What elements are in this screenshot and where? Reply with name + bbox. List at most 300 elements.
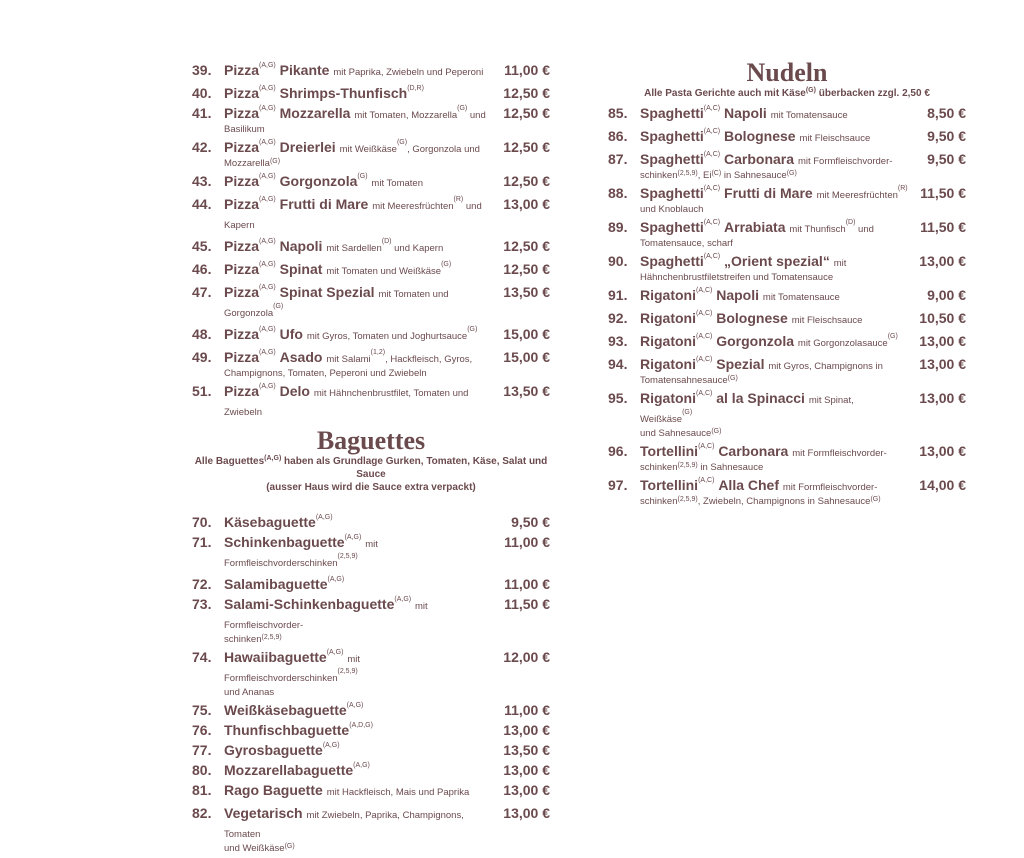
item-body [224,514,492,530]
item-description-2-allergens: (G) [284,843,295,850]
item-variant: Shrimps-Thunfisch [279,85,408,101]
item-number: 85. [608,105,628,121]
item-variant: Bolognese [724,128,796,144]
item-description-cont: und [467,110,486,121]
item-description-2: schinken [640,170,678,181]
menu-item [192,85,550,101]
item-name: Pizza [224,349,260,365]
item-body [640,390,908,439]
item-number: 48. [192,326,212,342]
item-number: 97. [608,477,628,493]
item-number: 81. [192,782,212,798]
menu-item [192,139,550,169]
item-price: 10,50 € [919,310,966,326]
item-name: Mozzarellabaguette [224,762,354,778]
menu-item [608,151,966,181]
menu-item [192,62,550,81]
item-number: 46. [192,261,212,277]
item-description: mit Meeresfrüchten [816,190,898,201]
item-description-2-allergens: (2,5,9) [261,634,282,641]
item-allergens: (A,G) [259,85,276,92]
item-body [640,253,908,283]
item-price: 9,50 € [927,128,966,144]
item-price: 12,00 € [503,649,550,665]
item-name: Vegetarisch [224,805,303,821]
item-number: 72. [192,576,212,592]
item-allergens: (A,G) [327,576,345,583]
item-body [224,173,492,192]
menu-item [192,762,550,778]
item-price: 13,50 € [503,742,550,758]
item-price: 13,00 € [503,722,550,738]
item-variant: Spezial [716,356,765,372]
item-description: mit Hähnchenbrustfilet, Tomaten und Zwiebeln [224,388,469,418]
item-name: Hawaiibaguette [224,649,327,665]
item-allergens: (A,C) [703,185,721,192]
item-description: mit Formfleischvorderschinken [224,654,360,684]
item-allergens: (A,C) [703,151,721,158]
item-body [640,105,908,124]
menu-item [608,219,966,249]
item-name: Schinkenbaguette [224,534,345,550]
item-variant: Spinat [279,261,323,277]
item-variant: Delo [279,383,310,399]
item-description-2-allergens: (2,5,9) [677,462,698,469]
item-description-2: schinken [640,462,678,473]
pizza-list [192,62,550,421]
item-number: 76. [192,722,212,738]
item-allergens: (A,C) [696,390,713,397]
item-name: Tortellini [640,443,699,459]
item-body [224,534,492,572]
item-description-2: und Ananas [224,687,275,698]
item-number: 44. [192,196,212,212]
item-price: 9,00 € [927,287,966,303]
item-name: Spaghetti [640,219,704,235]
item-price: 13,00 € [919,356,966,372]
item-price: 13,00 € [503,782,550,798]
item-description-2-cont-b: in Sahnesauce [721,170,787,181]
item-description-2-allergens: (2,5,9) [677,170,698,177]
menu-item [192,326,550,345]
item-description-allergens: (D) [381,238,392,245]
item-variant: Frutti di Mare [279,196,369,212]
item-description-2: und Sahnesauce [640,428,712,439]
item-price: 11,00 € [504,534,550,550]
item-body [640,443,908,473]
menu-item [608,185,966,215]
item-name: Rigatoni [640,356,696,372]
item-number: 47. [192,284,212,300]
item-body [640,219,908,249]
item-name: Spaghetti [640,128,704,144]
item-body [640,185,908,215]
item-body [640,333,908,352]
item-description-allergens: (G) [441,261,452,268]
menu-item [608,356,966,386]
item-description: mit Tomatensauce [762,292,840,303]
item-body [224,62,492,81]
item-description-2: schinken [224,634,262,645]
item-name: Pizza [224,85,260,101]
menu-item [608,390,966,439]
menu-item [192,105,550,135]
item-price: 15,00 € [503,326,550,342]
item-number: 41. [192,105,212,121]
item-number: 40. [192,85,212,101]
item-allergens: (A,G) [259,326,276,333]
menu-item [192,596,550,645]
item-description: mit Formfleischvorder- [792,448,887,459]
item-description-allergens: (G) [273,303,284,310]
item-body [224,196,492,234]
item-body [224,349,492,379]
item-description-2: Champignons, Tomaten, Peperoni und Zwiebeln [224,368,427,379]
item-description: mit Salami [326,354,371,365]
item-allergens: (A,C) [703,253,721,260]
item-description: mit Formfleischvorder- [224,601,428,631]
item-description: mit Weißkäse [339,144,397,155]
item-name: Rigatoni [640,333,696,349]
item-price: 13,50 € [503,284,550,300]
item-name: Pizza [224,105,260,121]
item-description-line2 [640,462,908,473]
item-number: 43. [192,173,212,189]
item-description-cont: und Kapern [224,201,482,231]
item-description: mit Tomaten [371,178,423,189]
item-description-line2 [224,687,492,698]
item-body [224,383,492,421]
item-name: Salamibaguette [224,576,328,592]
item-variant: Alla Chef [718,477,779,493]
item-description: mit Gorgonzolasauce [797,338,888,349]
item-allergens: (A,G) [346,702,364,709]
menu-item [608,443,966,473]
item-description-line2 [640,272,908,283]
item-variant: Napoli [724,105,767,121]
item-number: 51. [192,383,212,399]
item-allergens: (A,G) [353,762,370,769]
item-description-cont: und [855,224,874,235]
item-allergens: (A,G) [259,139,276,146]
item-variant: „Orient spezial“ [724,253,830,269]
item-description-allergens: (G) [457,105,468,112]
item-variant: al la Spinacci [716,390,805,406]
item-description: mit Paprika, Zwiebeln und Peperoni [333,67,484,78]
item-description-line2 [640,238,908,249]
item-variant: Mozzarella [279,105,351,121]
item-variant: Arrabiata [724,219,786,235]
item-allergens: (A,D,G) [349,722,373,729]
item-variant: Dreierlei [279,139,336,155]
menu-item [192,576,550,592]
baguettes-section-title: Baguettes [316,426,426,455]
item-number: 95. [608,390,628,406]
left-column [192,62,550,858]
item-description-allergens: (G) [682,409,693,416]
item-variant-allergens: (D,R) [407,85,424,92]
item-name: Spaghetti [640,185,704,201]
item-variant: Frutti di Mare [724,185,813,201]
item-description-2-allergens-b: (C) [711,170,722,177]
item-name: Pizza [224,196,260,212]
item-number: 87. [608,151,628,167]
nudeln-section-title: Nudeln [746,58,828,87]
item-description-2-cont: , Zwiebeln, Champignons in Sahnesauce [697,496,871,507]
item-description: mit Zwiebeln, Paprika, Champignons, Tomaten [224,810,464,840]
item-body [640,287,908,306]
item-number: 91. [608,287,628,303]
item-description: mit Gyros, Tomaten und Joghurtsauce [306,331,468,342]
item-description-2: und Weißkäse [224,843,285,854]
item-name: Tortellini [640,477,699,493]
item-price: 13,00 € [503,805,550,821]
item-description-2: Basilikum [224,124,265,135]
item-price: 13,50 € [503,383,550,399]
menu-item [192,238,550,257]
item-variant: Napoli [279,238,323,254]
item-body [640,356,908,386]
item-body [224,284,492,322]
item-name: Pizza [224,383,260,399]
item-description-line2 [224,368,492,379]
item-body [640,128,908,147]
item-price: 13,00 € [919,443,966,459]
item-description-2: Hähnchenbrustfiletstreifen und Tomatensauce [640,272,834,283]
item-allergens: (A,C) [703,105,721,112]
item-description: mit [833,258,847,269]
item-variant: Carbonara [718,443,789,459]
item-number: 75. [192,702,212,718]
item-name: Salami-Schinkenbaguette [224,596,395,612]
item-variant: Napoli [716,287,760,303]
item-description-allergens: (R) [897,185,908,192]
menu-item [192,722,550,738]
item-price: 12,50 € [503,105,550,121]
item-number: 74. [192,649,212,665]
item-description: mit Tomatensauce [770,110,848,121]
menu-item [192,383,550,421]
item-name: Rigatoni [640,310,696,326]
item-description: mit Fleischsauce [799,133,871,144]
item-description-cont: und Kapern [391,243,444,254]
item-price: 12,50 € [503,261,550,277]
item-number: 86. [608,128,628,144]
item-allergens: (A,C) [698,477,715,484]
item-price: 11,00 € [504,702,550,718]
item-body [224,238,492,257]
menu-item [192,805,550,854]
menu-item [192,702,550,718]
item-description-2-cont: in Sahnesauce [697,462,764,473]
item-description: mit Formfleischvorderschinken [224,539,378,569]
item-variant: Asado [279,349,323,365]
item-description-allergens: (1,2) [370,349,386,356]
baguettes-note-2: (ausser Haus wird die Sauce extra verpackt) [266,482,476,493]
item-price: 14,00 € [919,477,966,493]
item-name: Pizza [224,261,260,277]
item-price: 13,00 € [919,253,966,269]
item-number: 80. [192,762,212,778]
nudeln-note: Alle Pasta Gerichte auch mit Käse$^{(G)}$ überbacken zzgl. 2,50 € [644,87,930,99]
item-number: 90. [608,253,628,269]
item-body [224,576,492,592]
item-number: 77. [192,742,212,758]
item-allergens: (A,G) [394,596,412,603]
item-description-2-allergens-c: (G) [786,170,797,177]
item-body [640,310,908,329]
item-description-line2 [224,634,492,645]
item-number: 45. [192,238,212,254]
item-description: mit Sardellen [326,243,382,254]
item-body [224,762,492,778]
item-number: 71. [192,534,212,550]
item-price: 9,50 € [511,514,550,530]
item-number: 82. [192,805,212,821]
item-allergens: (A,C) [703,219,721,226]
item-allergens: (A,C) [703,128,721,135]
item-description-line2 [640,204,908,215]
item-body [640,151,908,181]
item-name: Rigatoni [640,390,696,406]
menu-item [192,261,550,280]
item-description-allergens: (G) [467,326,478,333]
item-variant: Gorgonzola [716,333,795,349]
item-price: 15,00 € [503,349,550,365]
item-variant: Carbonara [724,151,795,167]
item-allergens: (A,G) [259,238,276,245]
item-body [640,477,908,507]
item-body [224,85,492,101]
item-variant-allergens: (G) [357,173,368,180]
item-name: Käsebaguette [224,514,316,530]
menu-item [192,742,550,758]
item-description-2-allergens-b: (G) [870,496,881,503]
item-number: 88. [608,185,628,201]
item-price: 13,00 € [503,762,550,778]
item-description-line2 [224,124,492,135]
item-description-cont: , Hackfleisch, Gyros, [385,354,473,365]
item-number: 89. [608,219,628,235]
item-allergens: (A,G) [259,261,276,268]
menu-item [192,514,550,530]
item-description-2-allergens: (2,5,9) [677,496,698,503]
item-price: 9,50 € [927,151,966,167]
item-price: 12,50 € [503,139,550,155]
menu-item [608,477,966,507]
menu-item [192,649,550,698]
item-description-line2 [640,496,908,507]
item-description: mit Spinat, Weißkäse [640,395,854,425]
item-price: 13,00 € [919,390,966,406]
item-body [224,649,492,698]
item-description: mit Formfleischvorder- [782,482,878,493]
menu-item [192,349,550,379]
item-allergens: (A,C) [696,287,713,294]
item-description-2: Tomatensauce, scharf [640,238,733,249]
item-price: 12,50 € [503,238,550,254]
item-allergens: (A,G) [326,649,344,656]
menu-item [192,534,550,572]
item-number: 92. [608,310,628,326]
item-description-line2 [640,375,908,386]
item-description: mit Tomaten, Mozzarella [354,110,458,121]
nudeln-list [608,105,966,507]
item-allergens: (A,G) [259,383,276,390]
item-price: 12,50 € [503,173,550,189]
item-name: Pizza [224,139,260,155]
item-description-2-cont: , Ei [697,170,712,181]
item-variant: Ufo [279,326,303,342]
item-body [224,261,492,280]
item-description: mit Tomaten und Weißkäse [326,266,442,277]
item-body [224,722,492,738]
item-description-allergens: (R) [453,196,464,203]
item-body [224,596,492,645]
baguettes-note: Alle Baguettes$^{(A,G)}$ haben als Grundlage Gurken, Tomaten, Käse, Salat und Sauce [194,455,548,480]
item-body [224,782,492,801]
item-price: 11,50 € [504,596,550,612]
item-price: 13,00 € [919,333,966,349]
item-price: 11,00 € [504,62,550,78]
item-description-2: und Knoblauch [640,204,704,215]
item-variant: Pikante [279,62,330,78]
item-allergens: (A,G) [259,105,276,112]
item-price: 8,50 € [927,105,966,121]
item-allergens: (A,G) [259,284,276,291]
item-name: Weißkäsebaguette [224,702,347,718]
menu-item [192,173,550,192]
item-description-allergens: (G) [887,333,898,340]
item-allergens: (A,C) [696,333,713,340]
item-description: mit Hackfleisch, Mais und Paprika [326,787,470,798]
item-allergens: (A,G) [344,534,362,541]
item-body [224,805,492,854]
item-name: Pizza [224,326,260,342]
item-allergens: (A,G) [259,349,276,356]
item-allergens: (A,C) [698,443,715,450]
item-variant: Gorgonzola [279,173,358,189]
item-body [224,105,492,135]
item-name: Thunfischbaguette [224,722,350,738]
item-description-allergens: (2,5,9) [337,553,358,560]
item-number: 39. [192,62,212,78]
item-name: Rago Baguette [224,782,323,798]
item-number: 94. [608,356,628,372]
item-number: 49. [192,349,212,365]
menu-item [608,287,966,306]
item-description-2-allergens: (G) [727,375,738,382]
item-number: 96. [608,443,628,459]
item-description-line2 [640,170,908,181]
item-price: 13,00 € [503,196,550,212]
item-price: 11,50 € [920,219,966,235]
item-body [224,702,492,718]
baguette-list [192,514,550,854]
item-number: 70. [192,514,212,530]
item-allergens: (A,G) [259,62,276,69]
item-description-line2 [224,843,492,854]
item-allergens: (A,G) [259,196,276,203]
item-description: mit Formfleischvorder- [797,156,893,167]
item-description-allergens: (G) [396,139,408,146]
item-description: mit Fleischsauce [791,315,863,326]
right-column [608,58,966,511]
menu-item [192,284,550,322]
item-name: Pizza [224,238,260,254]
item-number: 93. [608,333,628,349]
menu-item [608,128,966,147]
